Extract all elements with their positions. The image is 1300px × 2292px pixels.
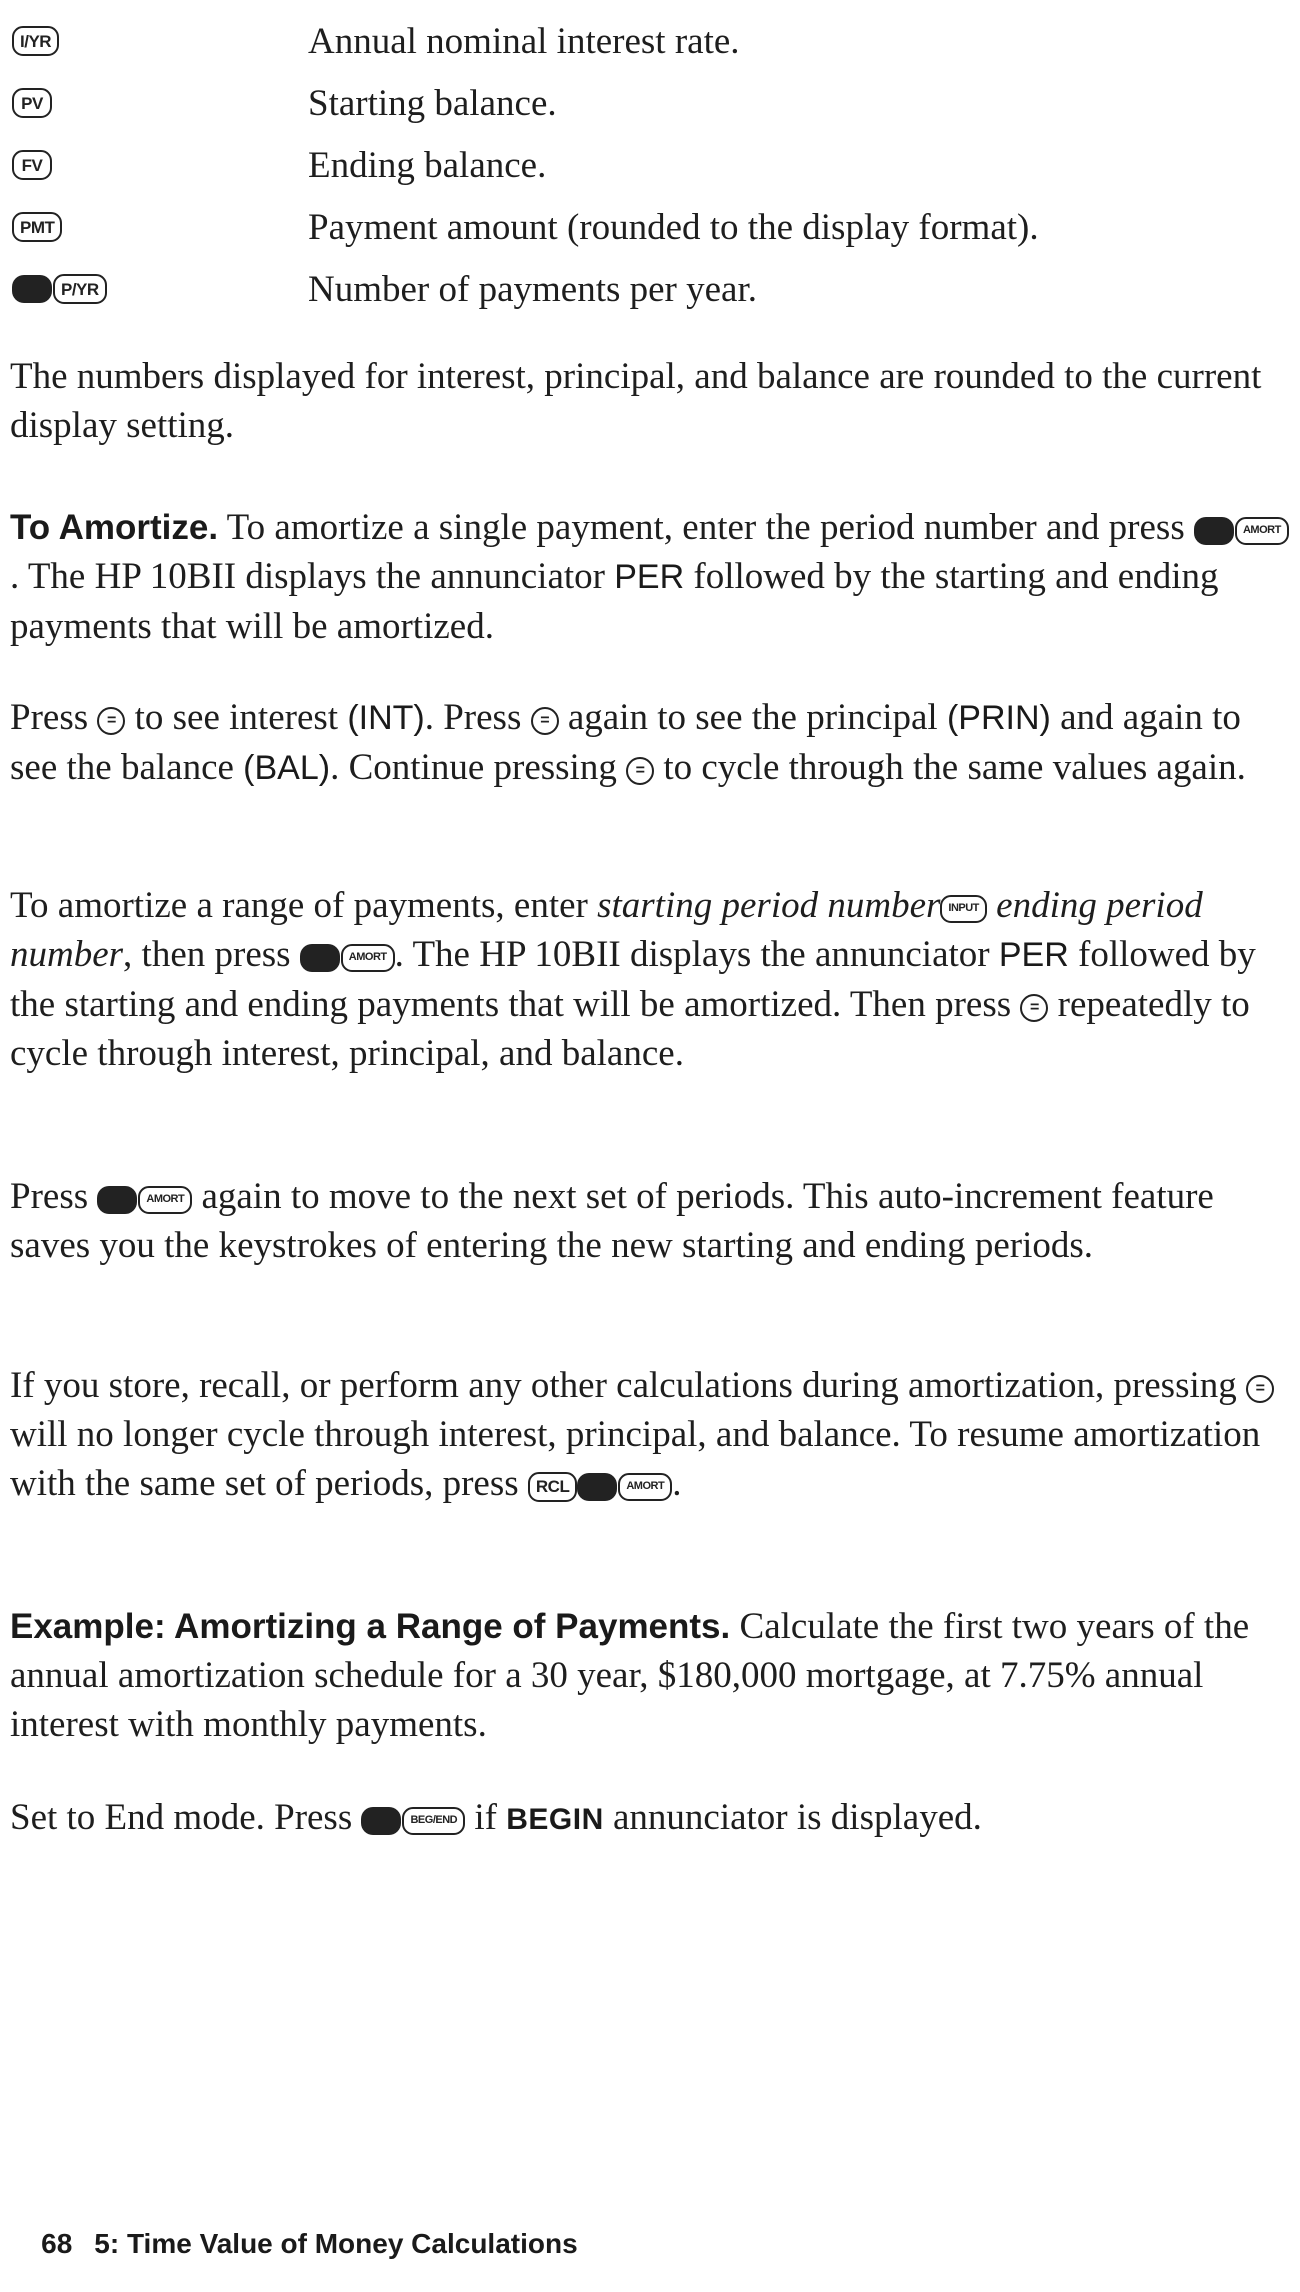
shift-key-icon xyxy=(1194,517,1234,545)
store-text: will no longer cycle through interest, principal, and balance. To resume amortization with the same set of periods, press xyxy=(10,1414,1261,1504)
end-mode-text: if xyxy=(474,1797,497,1838)
shift-key-icon xyxy=(300,944,340,972)
key-description: Payment amount (rounded to the display format). xyxy=(308,206,1039,248)
end-mode-paragraph xyxy=(10,1793,1295,1844)
press-text: and again to see the balance xyxy=(10,697,1241,788)
end-mode-text: annunciator is displayed. xyxy=(612,1797,982,1838)
range-text: repeatedly to cycle through interest, principal, and balance. xyxy=(10,984,1250,1074)
page-number: 68 xyxy=(41,2228,73,2259)
press-text: to see interest xyxy=(134,697,339,738)
resume-paragraph xyxy=(10,1361,1295,1508)
iyr-key-icon: I/YR xyxy=(12,26,59,56)
fv-key-icon: FV xyxy=(12,150,52,180)
key-table xyxy=(12,10,1282,320)
ending-period-text: ending period number xyxy=(10,885,1203,975)
amort-key-icon: AMORT xyxy=(618,1473,672,1501)
range-text: To amortize a range of payments, enter xyxy=(10,885,588,926)
range-text: , then press xyxy=(123,934,291,975)
prin-annunciator: (PRIN) xyxy=(946,699,1051,737)
key-row-pmt xyxy=(12,196,1282,258)
equals-key-icon: = xyxy=(626,757,654,785)
amortize-text: followed by the starting and ending payments that will be amortized. xyxy=(10,556,1219,647)
equals-key-icon: = xyxy=(531,707,559,735)
store-text: If you store, recall, or perform any other calculations during amortization, pressing xyxy=(10,1365,1237,1406)
press-text: Press xyxy=(10,697,89,738)
int-annunciator: (INT) xyxy=(347,699,425,737)
key-row-fv xyxy=(12,134,1282,196)
amortize-text: . The HP 10BII displays the annunciator xyxy=(10,556,605,597)
equals-key-icon: = xyxy=(1246,1375,1274,1403)
starting-period-text: starting period number xyxy=(597,885,941,926)
key-description: Annual nominal interest rate. xyxy=(308,20,740,62)
key-description: Starting balance. xyxy=(308,82,557,124)
key-row-iyr xyxy=(12,10,1282,72)
again-text: Press xyxy=(10,1176,89,1217)
key-description: Ending balance. xyxy=(308,144,547,186)
rounding-text: The numbers displayed for interest, principal, and balance are rounded to the current display setting. xyxy=(10,356,1262,446)
end-mode-text: Set to End mode. Press xyxy=(10,1797,353,1838)
example-text: Calculate the first two years of the annual amortization schedule for a 30 year, $180,000 mortgage, at 7.75% annual interest with monthly payments. xyxy=(10,1606,1250,1745)
amort-key-icon: AMORT xyxy=(138,1186,192,1214)
bal-annunciator: (BAL) xyxy=(243,749,331,787)
amortize-heading: To Amortize. xyxy=(10,508,219,547)
amort-key-icon: AMORT xyxy=(1235,517,1289,545)
again-text: again to move to the next set of periods. This auto-increment feature saves you the keystrokes of entering the new starting and ending periods. xyxy=(10,1176,1214,1266)
range-text: followed by the starting and ending payments that will be amortized. Then press xyxy=(10,934,1256,1025)
key-description: Number of payments per year. xyxy=(308,268,757,310)
shift-key-icon xyxy=(12,275,52,303)
rounding-paragraph xyxy=(10,352,1295,450)
rcl-key-icon: RCL xyxy=(528,1472,577,1502)
pyr-key-icon: P/YR xyxy=(53,274,107,304)
key-row-pv xyxy=(12,72,1282,134)
example-heading: Example: Amortizing a Range of Payments. xyxy=(10,1607,731,1646)
range-paragraph xyxy=(10,881,1295,1078)
per-annunciator: PER xyxy=(998,936,1069,974)
shift-key-icon xyxy=(577,1473,617,1501)
range-text: . The HP 10BII displays the annunciator xyxy=(394,934,990,975)
begin-annunciator: BEGIN xyxy=(506,1803,604,1836)
pv-key-icon: PV xyxy=(12,88,52,118)
amortize-text: To amortize a single payment, enter the period number and press xyxy=(226,507,1185,548)
page-footer xyxy=(10,2196,578,2292)
press-text: . Continue pressing xyxy=(330,747,617,788)
example-paragraph xyxy=(10,1602,1295,1749)
press-text: . Press xyxy=(424,697,522,738)
shift-key-icon xyxy=(97,1186,137,1214)
press-text: to cycle through the same values again. xyxy=(663,747,1246,788)
press-text: again to see the principal xyxy=(567,697,938,738)
amortize-paragraph xyxy=(10,503,1295,651)
store-text: . xyxy=(672,1463,682,1504)
shift-key-icon xyxy=(361,1807,401,1835)
key-row-pyr xyxy=(12,258,1282,320)
per-annunciator: PER xyxy=(614,558,685,596)
beg-end-key-icon: BEG/END xyxy=(402,1807,465,1835)
pmt-key-icon: PMT xyxy=(12,212,62,242)
chapter-title: 5: Time Value of Money Calculations xyxy=(94,2228,578,2259)
auto-increment-paragraph xyxy=(10,1172,1295,1270)
press-equals-paragraph xyxy=(10,693,1295,793)
amort-key-icon: AMORT xyxy=(341,944,395,972)
equals-key-icon: = xyxy=(97,707,125,735)
equals-key-icon: = xyxy=(1020,994,1048,1022)
input-key-icon: INPUT xyxy=(940,895,987,923)
